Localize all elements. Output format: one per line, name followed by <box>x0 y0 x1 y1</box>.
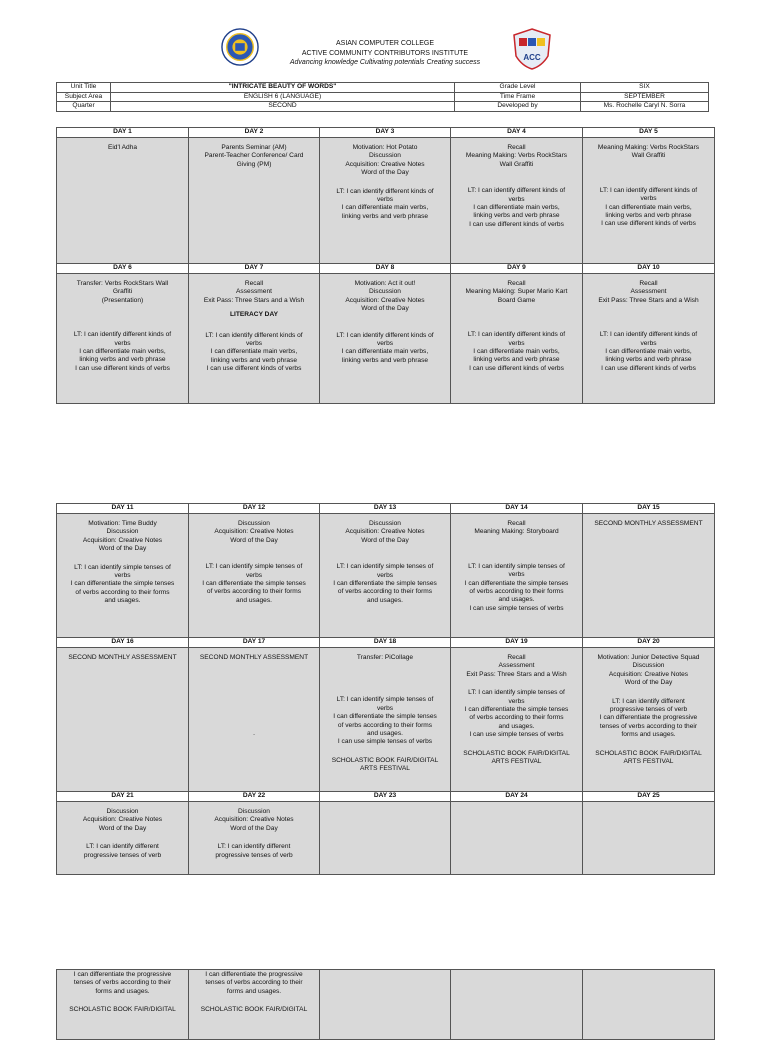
activity-line: Parents Seminar (AM) <box>221 144 287 151</box>
learning-target-line: forms and usages. <box>95 987 150 995</box>
learning-target-line: I can use simple tenses of verbs <box>469 604 564 612</box>
day-8-cell <box>320 274 451 404</box>
learning-target-line: LT: I can identify simple tenses of <box>336 696 434 704</box>
learning-target-line: tenses of verbs according to their <box>205 979 303 987</box>
activity-line: SECOND MONTHLY ASSESSMENT <box>594 520 703 527</box>
day-4-cell <box>451 138 583 264</box>
activity-line: Acquisition: Creative Notes <box>608 670 689 678</box>
activity-line: Recall <box>507 144 526 151</box>
day-24-cell <box>451 802 583 875</box>
learning-target-line: LT: I can identify different kinds of <box>599 331 698 339</box>
learning-target-line: I can differentiate the simple tenses <box>202 580 306 588</box>
document-header <box>0 26 768 70</box>
learning-target-line: and usages. <box>498 596 535 604</box>
activity-line: Word of the Day <box>624 679 673 687</box>
learning-target-line: I can differentiate the simple tenses <box>333 580 437 588</box>
learning-target-line: and usages. <box>367 596 403 604</box>
learning-target-line: verbs <box>508 697 525 705</box>
activity-line: Parent-Teacher Conference/ Card <box>204 152 304 160</box>
day-5-cell <box>583 138 715 264</box>
activity-line: Word of the Day <box>230 536 278 544</box>
activity-line: Assessment <box>630 288 667 296</box>
continuation-cell-day-23 <box>320 970 451 1040</box>
day-header: DAY 4 <box>451 128 583 138</box>
unit-title-value: "INTRICATE BEAUTY OF WORDS" <box>111 83 455 93</box>
learning-target-line: progressive tenses of verb <box>609 706 688 714</box>
activity-line: Meaning Making: Verbs RockStars <box>597 144 700 151</box>
activity-line: Exit Pass: Three Stars and a Wish <box>203 296 305 304</box>
activity-line: Discussion <box>632 662 665 670</box>
day-17-cell <box>189 648 320 792</box>
activity-line: Board Game <box>497 296 536 304</box>
day-3-cell <box>320 138 451 264</box>
learning-target-line: LT: I can identify simple tenses of <box>336 563 434 571</box>
day-header: DAY 13 <box>320 504 451 514</box>
day-header: DAY 22 <box>189 792 320 802</box>
learning-target-line: of verbs according to their forms <box>337 588 433 596</box>
college-seal-logo <box>221 28 259 66</box>
learning-target-line: linking verbs and verb phrase <box>605 212 692 220</box>
day-20-cell <box>583 648 715 792</box>
continuation-cell-day-25 <box>583 970 715 1040</box>
quarter-value: SECOND <box>111 102 455 112</box>
subject-area-value: ENGLISH 6 (LANGUAGE) <box>111 92 455 102</box>
college-name: ASIAN COMPUTER COLLEGE <box>335 40 435 47</box>
activity-line: SECOND MONTHLY ASSESSMENT <box>68 654 177 661</box>
day-21-cell <box>57 802 189 875</box>
day-header: DAY 21 <box>57 792 189 802</box>
learning-target-line: verbs <box>640 339 657 347</box>
activity-line: Discussion <box>369 152 401 160</box>
activity-line: Discussion <box>369 520 401 527</box>
quarter-label: Quarter <box>57 102 111 112</box>
learning-target-line: verbs <box>245 340 263 348</box>
learning-target-line: verbs <box>245 571 263 579</box>
day-9-cell <box>451 274 583 404</box>
day-header: DAY 7 <box>189 264 320 274</box>
acc-logo-text: ACC <box>523 53 541 62</box>
learning-target-line: I can differentiate main verbs, <box>341 204 429 212</box>
learning-target-line: linking verbs and verb phrase <box>473 212 560 220</box>
learning-target-line: linking verbs and verb phrase <box>473 356 560 364</box>
book-fair-line: SCHOLASTIC BOOK FAIR/DIGITAL <box>331 756 439 764</box>
learning-target-line: I can differentiate the simple tenses <box>333 713 437 721</box>
activity-line: Wall Graffiti <box>499 160 534 168</box>
schedule-table-days-1-10 <box>56 127 715 404</box>
activity-line: Word of the Day <box>98 824 147 832</box>
time-frame-value: SEPTEMBER <box>581 92 709 102</box>
day-6-cell <box>57 274 189 404</box>
day-header: DAY 24 <box>451 792 583 802</box>
day-12-cell <box>189 514 320 638</box>
activity-line: Acquisition: Creative Notes <box>345 160 425 168</box>
book-fair-line: SCHOLASTIC BOOK FAIR/DIGITAL <box>595 749 702 757</box>
learning-target-line: forms and usages. <box>621 731 676 739</box>
learning-target-line: LT: I can identify simple tenses of <box>468 689 565 697</box>
activity-line: Motivation: Act it out! <box>354 280 416 287</box>
day-header: DAY 2 <box>189 128 320 138</box>
activity-line: Assessment <box>236 288 272 296</box>
learning-target-line: LT: I can identify different kinds of <box>336 187 434 195</box>
activity-line: Transfer: Verbs RockStars Wall <box>76 280 169 287</box>
activity-line: Transfer: PiCollage <box>356 654 414 661</box>
unit-title-label: Unit Title <box>57 83 111 93</box>
grade-level-label: Grade Level <box>455 83 581 93</box>
activity-line: Acquisition: Creative Notes <box>345 296 425 304</box>
learning-target-line: I can differentiate main verbs, <box>210 348 298 356</box>
learning-target-line: verbs <box>640 195 657 203</box>
day-header: DAY 6 <box>57 264 189 274</box>
activity-line: Word of the Day <box>361 305 409 313</box>
stray-dot: . <box>253 730 255 738</box>
learning-target-line: I can differentiate the progressive <box>205 971 303 978</box>
learning-target-line: and usages. <box>236 596 272 604</box>
learning-target-line: verbs <box>508 339 525 347</box>
day-25-cell <box>583 802 715 875</box>
learning-target-line: and usages. <box>367 730 403 738</box>
learning-target-line: I can use different kinds of verbs <box>469 220 564 228</box>
activity-line: Recall <box>507 520 526 527</box>
activity-line: Acquisition: Creative Notes <box>214 816 294 824</box>
activity-line: Motivation: Junior Detective Squad <box>597 654 700 661</box>
learning-target-line: verbs <box>508 195 525 203</box>
learning-target-line: LT: I can identify different <box>612 697 685 705</box>
day-header: DAY 8 <box>320 264 451 274</box>
learning-target-line: I can differentiate main verbs, <box>473 204 560 212</box>
learning-target-line: LT: I can identify different kinds of <box>467 187 566 195</box>
learning-target-line: and usages. <box>104 597 141 605</box>
activity-line: Word of the Day <box>361 169 409 177</box>
book-fair-line: SCHOLASTIC BOOK FAIR/DIGITAL <box>200 1006 308 1014</box>
day-header: DAY 3 <box>320 128 451 138</box>
day-header: DAY 18 <box>320 638 451 648</box>
learning-target-line: and usages. <box>498 722 535 730</box>
learning-target-line: LT: I can identify different kinds of <box>599 186 698 194</box>
learning-target-line: linking verbs and verb phrase <box>605 356 692 364</box>
learning-target-line: I can use different kinds of verbs <box>601 364 696 372</box>
continuation-cell-day-22 <box>189 970 320 1040</box>
activity-line: Discussion <box>106 808 139 815</box>
book-fair-line: ARTS FESTIVAL <box>491 758 542 766</box>
learning-target-line: I can differentiate main verbs, <box>605 348 692 356</box>
activity-line: Acquisition: Creative Notes <box>82 536 163 544</box>
learning-target-line: LT: I can identify simple tenses of <box>74 563 171 571</box>
activity-line: Recall <box>639 280 658 287</box>
activity-line: Exit Pass: Three Stars and a Wish <box>466 670 567 678</box>
day-header: DAY 12 <box>189 504 320 514</box>
learning-target-line: LT: I can identify different kinds of <box>205 331 303 339</box>
book-fair-line: ARTS FESTIVAL <box>623 758 674 766</box>
day-header: DAY 15 <box>583 504 715 514</box>
learning-target-line: I can use different kinds of verbs <box>601 220 696 228</box>
day-2-cell <box>189 138 320 264</box>
grade-level-value: SIX <box>581 83 709 93</box>
activity-line: Discussion <box>238 520 270 527</box>
learning-target-line: progressive tenses of verb <box>83 851 162 859</box>
learning-target-line: linking verbs and verb phrase <box>341 356 429 364</box>
learning-target-line: tenses of verbs according to their <box>73 979 172 987</box>
acc-shield-logo <box>512 28 552 70</box>
day-23-cell <box>320 802 451 875</box>
activity-line: Giving (PM) <box>236 160 272 168</box>
learning-target-line: verbs <box>114 339 131 347</box>
institute-name: ACTIVE COMMUNITY CONTRIBUTORS INSTITUTE <box>301 49 469 57</box>
learning-target-line: I can differentiate the progressive <box>73 971 172 978</box>
developed-by-label: Developed by <box>455 102 581 112</box>
learning-target-line: I can use different kinds of verbs <box>469 364 564 372</box>
activity-line: Meaning Making: Verbs RockStars <box>465 152 568 160</box>
activity-line: Exit Pass: Three Stars and a Wish <box>598 296 699 304</box>
learning-target-line: LT: I can identify simple tenses of <box>205 563 303 571</box>
learning-target-line: I can differentiate main verbs, <box>79 348 166 356</box>
activity-line: Acquisition: Creative Notes <box>82 816 163 824</box>
day-1-cell <box>57 138 189 264</box>
schedule-continuation-table <box>56 969 715 1040</box>
day-7-cell <box>189 274 320 404</box>
learning-target-line: verbs <box>376 196 394 204</box>
time-frame-label: Time Frame <box>455 92 581 102</box>
learning-target-line: verbs <box>376 571 394 579</box>
learning-target-line: I can use different kinds of verbs <box>75 364 170 372</box>
activity-line: Discussion <box>106 528 139 536</box>
learning-target-line: I can differentiate main verbs, <box>605 203 692 211</box>
day-19-cell <box>451 648 583 792</box>
day-16-cell <box>57 648 189 792</box>
learning-target-line: of verbs according to their forms <box>469 588 564 596</box>
day-header: DAY 10 <box>583 264 715 274</box>
activity-line: Motivation: Hot Potato <box>352 144 418 151</box>
learning-target-line: LT: I can identify different kinds of <box>73 331 172 339</box>
learning-target-line: I can use different kinds of verbs <box>206 365 302 373</box>
book-fair-line: ARTS FESTIVAL <box>360 765 410 773</box>
learning-target-line: I can use simple tenses of verbs <box>469 731 564 739</box>
day-14-cell <box>451 514 583 638</box>
activity-line: Assessment <box>498 662 535 670</box>
day-header: DAY 1 <box>57 128 189 138</box>
day-header: DAY 25 <box>583 792 715 802</box>
activity-line: (Presentation) <box>101 296 144 304</box>
tagline: Advancing knowledge Cultivating potentials Creating success <box>289 59 481 66</box>
day-11-cell <box>57 514 189 638</box>
activity-line: Discussion <box>238 808 270 815</box>
activity-line: Word of the Day <box>361 536 409 544</box>
schedule-table-days-11-25 <box>56 503 715 875</box>
activity-line: Eid'l Adha <box>107 144 138 151</box>
learning-target-line: LT: I can identify different kinds of <box>467 331 566 339</box>
activity-line: Recall <box>507 654 526 661</box>
activity-line: Word of the Day <box>98 545 147 553</box>
learning-target-line: I can differentiate the simple tenses <box>70 580 175 588</box>
activity-line: Acquisition: Creative Notes <box>214 528 294 536</box>
activity-line: SECOND MONTHLY ASSESSMENT <box>199 654 309 661</box>
learning-target-line: I can use simple tenses of verbs <box>337 738 433 746</box>
activity-line: Graffiti <box>112 288 133 296</box>
learning-target-line: progressive tenses of verb <box>215 851 293 859</box>
learning-target-line: I can differentiate the simple tenses <box>464 579 569 587</box>
learning-target-line: tenses of verbs according to their <box>599 722 698 730</box>
day-15-cell <box>583 514 715 638</box>
day-header: DAY 19 <box>451 638 583 648</box>
day-header: DAY 11 <box>57 504 189 514</box>
learning-target-line: linking verbs and verb phrase <box>341 212 429 220</box>
learning-target-line: forms and usages. <box>226 987 282 995</box>
activity-line: Recall <box>507 280 526 287</box>
day-header: DAY 5 <box>583 128 715 138</box>
learning-target-line: of verbs according to their forms <box>469 714 564 722</box>
learning-target-line: LT: I can identify different kinds of <box>336 331 434 339</box>
learning-target-line: verbs <box>376 340 394 348</box>
learning-target-line: I can differentiate the simple tenses <box>464 706 569 714</box>
day-header: DAY 20 <box>583 638 715 648</box>
learning-target-line: I can differentiate main verbs, <box>341 348 429 356</box>
day-13-cell <box>320 514 451 638</box>
learning-target-line: linking verbs and verb phrase <box>210 356 298 364</box>
continuation-cell-day-24 <box>451 970 583 1040</box>
day-22-cell <box>189 802 320 875</box>
continuation-cell-day-21 <box>57 970 189 1040</box>
day-header: DAY 14 <box>451 504 583 514</box>
activity-line: Motivation: Time Buddy <box>88 520 157 527</box>
activity-line: Wall Graffiti <box>631 152 666 160</box>
learning-target-line: verbs <box>376 704 394 712</box>
day-header: DAY 16 <box>57 638 189 648</box>
day-header: DAY 17 <box>189 638 320 648</box>
day-18-cell <box>320 648 451 792</box>
activity-line: Word of the Day <box>230 824 278 832</box>
unit-info-table <box>56 82 709 112</box>
learning-target-line: linking verbs and verb phrase <box>79 356 166 364</box>
developed-by-value: Ms. Rochelle Caryl N. Sorra <box>581 102 709 112</box>
activity-line: Acquisition: Creative Notes <box>345 528 425 536</box>
day-header: DAY 9 <box>451 264 583 274</box>
day-header: DAY 23 <box>320 792 451 802</box>
learning-target-line: LT: I can identify simple tenses of <box>468 562 565 570</box>
learning-target-line: I can differentiate main verbs, <box>473 348 560 356</box>
learning-target-line: of verbs according to their forms <box>206 588 302 596</box>
learning-target-line: verbs <box>508 571 525 579</box>
learning-target-line: LT: I can identify different <box>86 843 159 851</box>
literacy-day-label: LITERACY DAY <box>230 311 278 319</box>
book-fair-line: SCHOLASTIC BOOK FAIR/DIGITAL <box>69 1006 176 1014</box>
learning-target-line: of verbs according to their forms <box>75 588 170 596</box>
learning-target-line: LT: I can identify different <box>217 843 291 851</box>
day-10-cell <box>583 274 715 404</box>
activity-line: Meaning Making: Storyboard <box>474 528 559 536</box>
learning-target-line: I can differentiate the progressive <box>599 714 698 722</box>
subject-area-label: Subject Area <box>57 92 111 102</box>
learning-target-line: verbs <box>114 572 131 580</box>
activity-line: Discussion <box>369 288 401 296</box>
book-fair-line: SCHOLASTIC BOOK FAIR/DIGITAL <box>463 749 570 757</box>
activity-line: Meaning Making: Super Mario Kart <box>465 288 568 296</box>
activity-line: Recall <box>244 280 264 287</box>
learning-target-line: of verbs according to their forms <box>337 721 433 729</box>
